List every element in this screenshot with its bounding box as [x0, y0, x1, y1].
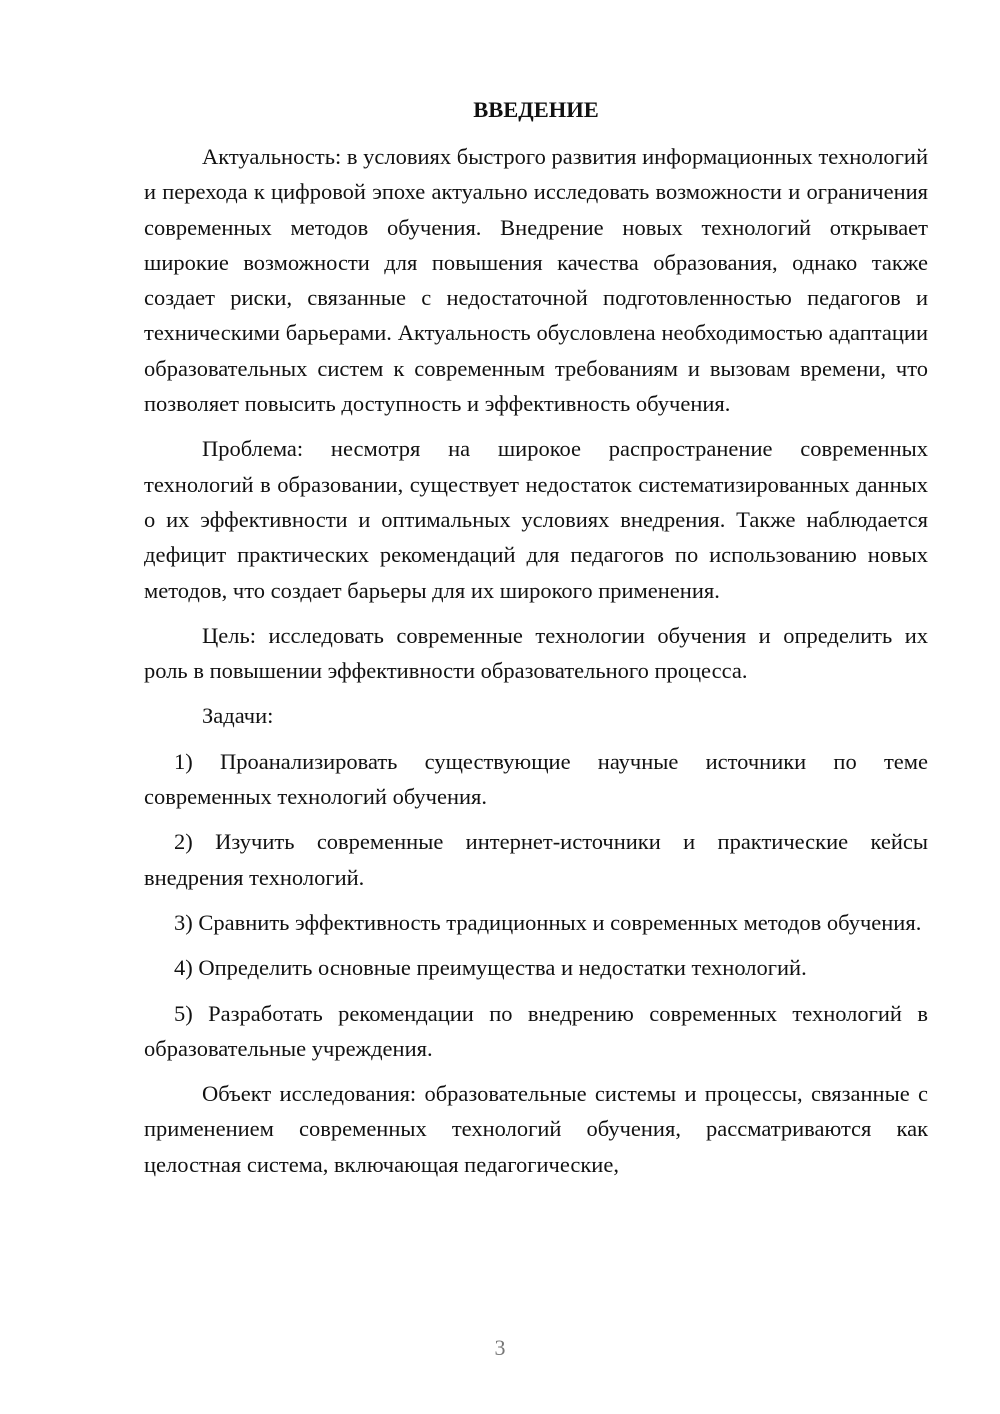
- list-item: 3) Сравнить эффективность традиционных и современных методов обучения.: [174, 909, 922, 935]
- list-item: 2) Изучить современные интернет-источники и практические кейсы внедрения технологий.: [144, 829, 928, 890]
- object-paragraph: Объект исследования: образовательные системы и процессы, связанные с применением современных технологий обучения, рассматриваются как целостная система, включающая педагогические,: [144, 1081, 928, 1177]
- page-number: 3: [494, 1335, 506, 1360]
- list-item: 5) Разработать рекомендации по внедрению современных технологий в образовательные учреждения.: [144, 1000, 928, 1061]
- tasks-heading: Задачи:: [202, 703, 274, 729]
- goal-paragraph: Цель: исследовать современные технологии обучения и определить их роль в повышении эффективности образовательного процесса.: [144, 622, 928, 684]
- list-item: 1) Проанализировать существующие научные источники по теме современных технологий обучения.: [144, 748, 928, 810]
- list-item: 4) Определить основные преимущества и недостатки технологий.: [174, 955, 807, 981]
- section-title: ВВЕДЕНИЕ: [473, 97, 599, 122]
- tasks-list: [144, 744, 928, 1066]
- problem-paragraph: Проблема: несмотря на широкое распространение современных технологий в образовании, существует недостаток систематизированных данных о их эффективности и оптимальных условиях внедрения. Также наблюдается дефицит практических рекомендаций для педагогов по использованию новых методов, что создает барьеры для их широкого применения.: [144, 436, 928, 603]
- relevance-paragraph: Актуальность: в условиях быстрого развития информационных технологий и перехода к цифровой эпохе актуально исследовать возможности и ограничения современных методов обучения. Внедрение новых технологий открывает широкие возможности для повышения качества образования, однако также создает риски, связанные с недостаточной подготовленностью педагогов и техническими барьерами. Актуальность обусловлена необходимостью адаптации образовательных систем к современным требованиям и вызовам времени, что позволяет повысить доступность и эффективность обучения.: [144, 144, 928, 417]
- document-page: [144, 92, 928, 1182]
